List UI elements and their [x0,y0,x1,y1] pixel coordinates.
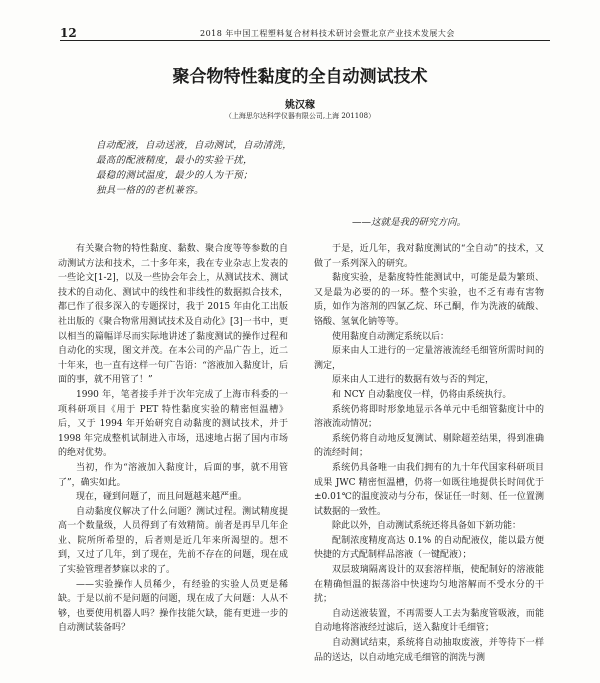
author-name: 姚汉稼 [285,100,315,111]
right-column [314,242,544,665]
body-paragraph: 于是，近几年，我对黏度测试的“全自动”的技术，又做了一系列深入的研究。 [314,244,544,269]
body-paragraph: 有关聚合物的特性黏度、黏数、聚合度等等参数的自动测试方法和技术，二十多年来，我在专业杂志上发表的一些论文[1-2]，以及一些协会年会上，从测试技术、测试技术的自动化、测试中的线性和非线性的数据拟合技术，都已作了很多深入的专题探讨，我于 2015 年由化工出版社出版的《聚合物常用测试技术及自动化》[3]一书中，更以相当的篇幅详尽而实际地讲述了黏度测试的操作过程和自动化的实现，图文并茂。在本公司的产品广告上，近二十年来，也一直有这样一句广告语：“溶液加入黏度计，后面的事，就不用管了！” [58,244,288,386]
running-header [60,26,550,41]
epigraph-line: 最高的配液精度，最小的实验干扰， [96,155,253,166]
epigraph-signoff: ——这就是我的研究方向。 [352,217,467,228]
body-paragraph: 1990 年，笔者接手并于次年完成了上海市科委的一项科研项目《用于 PET 特性黏度实验的精密恒温槽》后，又于 1994 年开始研究自动黏度的测试技术，并于 1998 年完成整机试制进入市场，迅速地占据了国内市场的绝对优势。 [58,389,288,459]
body-paragraph: 自动黏度仪解决了什么问题？测试过程。测试精度提高一个数量级，人员得到了有效精简。前者是再早几年企业、院所所希望的，后者则是近几年来所渴望的。想不到，又过了几年，到了现在，先前不存在的问题，现在成了实验管理者梦寐以求的了。 [58,506,288,576]
body-paragraph: 除此以外，自动测试系统还将具备如下新功能： [332,521,522,532]
body-paragraph: 当初，作为“溶液加入黏度计，后面的事，就不用管了”，确实如此。 [58,462,288,488]
body-paragraph: 系统仍将即时形象地显示各单元中毛细管黏度计中的溶液流动情况； [314,404,544,430]
left-column [58,242,288,636]
body-paragraph: 使用黏度自动测定系统以后： [332,331,450,342]
epigraph [96,138,292,198]
body-paragraph: 配制浓度精度高达 0.1% 的自动配液仪，能以最方便快捷的方式配制样品溶液（一键配液）； [314,535,544,561]
body-paragraph: ——实验操作人员稀少，有经验的实验人员更是稀缺。于是以前不是问题的问题，现在成了大问题：人从不够，也要使用机器人吗？操作技能欠缺，能有更进一步的自动测试装备吗？ [58,579,288,634]
body-paragraph: 自动测试结束，系统将自动抽取废液，并等待下一样品的送达，以自动地完成毛细管的润洗与测 [314,638,544,663]
author-affiliation: （上海思尔达科学仪器有限公司,上海 201108） [224,112,376,120]
body-paragraph: 和 NCY 自动黏度仪一样，仍将由系统执行。 [332,389,512,400]
epigraph-line: 独具一格的的老机兼容。 [96,185,204,196]
page-number: 12 [60,26,77,40]
body-paragraph: 原来由人工进行的一定量溶液流经毛细管所需时间的测定， [314,346,544,371]
body-paragraph: 黏度实验，是黏度特性能测试中，可能是最为繁琐、又是最为必要的的一环。整个实验，也不乏有毒有害物质，如作为溶剂的四氯乙烷、环己酮，作为洗液的硫酸、铬酸、氢氧化钠等等。 [314,273,544,327]
epigraph-line: 自动配液，自动送液，自动测试，自动清洗， [96,140,293,151]
body-paragraph: 系统仍将自动地反复测试、剔除超差结果，得到准确的流经时间； [314,433,544,459]
body-paragraph: 双层玻璃隔离设计的双套溶样瓶，使配制好的溶液能在精确恒温的振荡浴中快速均匀地溶解而不受水分的干扰； [314,565,544,605]
body-paragraph: 系统仍具备唯一由我们拥有的九十年代国家科研项目成果 JWC 精密恒温槽，仍将一如既往地提供长时间优于 ±0.01℃的温度波动与分布，保证任一时刻、任一位置测试数据的一致性。 [314,462,544,517]
epigraph-line: 最稳的测试温度，最少的人为干预； [96,170,253,181]
body-paragraph: 自动送液装置，不再需要人工去为黏度管吸液，而能自动地将溶液经过滤后，送入黏度计毛细管； [314,608,544,634]
paper-title: 聚合物特性黏度的全自动测试技术 [172,67,428,87]
body-paragraph: 现在，碰到问题了，而且问题越来越严重。 [76,492,248,503]
running-title: 2018 年中国工程塑料复合材料技术研讨会暨北京产业技术发展大会 [200,29,455,38]
body-paragraph: 原来由人工进行的数据有效与否的判定， [332,375,495,386]
